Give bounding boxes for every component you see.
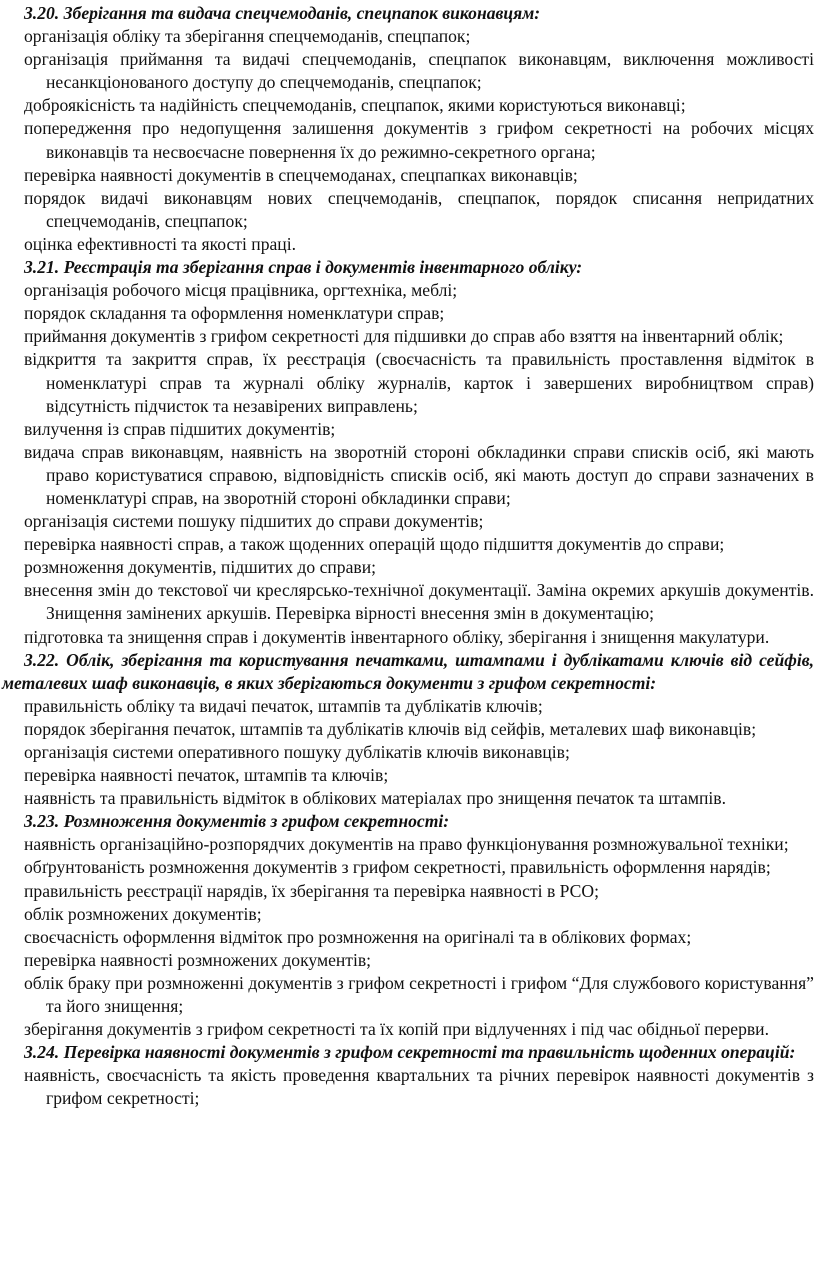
list-item: організація обліку та зберігання спецчемоданів, спецпапок; [24, 26, 471, 47]
list-item: розмноження документів, підшитих до справи; [24, 557, 377, 578]
list-item: відкриття та закриття справ, їх реєстрація (своєчасність та правильність проставлення відміток в номенклатурі справ та журналі обліку журналів, карток і завершених виробництвом справ) відсутність підчисток та незавірених виправлень; [24, 349, 814, 416]
list-item: наявність, своєчасність та якість проведення квартальних та річних перевірок наявності документів з грифом секретності; [24, 1065, 814, 1109]
list-item: організація системи пошуку підшитих до справи документів; [24, 511, 484, 532]
list-item: перевірка наявності справ, а також щоденних операцій щодо підшиття документів до справи; [24, 534, 725, 555]
list-item: організація робочого місця працівника, оргтехніка, меблі; [24, 280, 458, 301]
list-item: своєчасність оформлення відміток про розмноження на оригіналі та в облікових формах; [24, 926, 692, 947]
list-item: приймання документів з грифом секретності для підшивки до справ або взяття на інвентарний облік; [24, 326, 784, 347]
list-item: вилучення із справ підшитих документів; [24, 418, 336, 439]
list-item: внесення змін до текстової чи креслярсько-технічної документації. Заміна окремих аркушів документів. Знищення замінених аркушів. Перевірка вірності внесення змін в документацію; [24, 580, 814, 624]
list-item: перевірка наявності розмножених документів; [24, 949, 372, 970]
section-heading-3-20: 3.20. Зберігання та видача спецчемоданів, спецпапок виконавцям: [24, 3, 541, 23]
section-heading-3-22: 3.22. Облік, зберігання та користування печатками, штампами і дублікатами ключів від сейфів, металевих шаф виконавців, в яких зберігаються документи з грифом секретності: [2, 649, 814, 693]
list-item: доброякісність та надійність спецчемоданів, спецпапок, якими користуються виконавці; [24, 95, 686, 116]
list-item: організація приймання та видачі спецчемоданів, спецпапок виконавцям, виключення можливості несанкціонованого доступу до спецчемоданів, спецпапок; [24, 49, 814, 93]
list-item: перевірка наявності печаток, штампів та ключів; [24, 765, 389, 786]
list-item: видача справ виконавцям, наявність на зворотній стороні обкладинки справи списків осіб, які мають право користуватися справою, відповідність списків осіб, які мають доступ до справи зазначених в номенклатурі справ, на зворотній стороні обкладинки справи; [24, 441, 814, 508]
list-item: попередження про недопущення залишення документів з грифом секретності на робочих місцях виконавців та несвоєчасне повернення їх до режимно-секретного органа; [24, 118, 814, 162]
list-item: обґрунтованість розмноження документів з грифом секретності, правильність оформлення нарядів; [24, 857, 771, 878]
list-item: правильність обліку та видачі печаток, штампів та дублікатів ключів; [24, 695, 543, 716]
list-item: правильність реєстрації нарядів, їх зберігання та перевірка наявності в РСО; [24, 880, 600, 901]
list-item: підготовка та знищення справ і документів інвентарного обліку, зберігання і знищення макулатури. [24, 626, 770, 647]
section-heading-3-24: 3.24. Перевірка наявності документів з грифом секретності та правильність щоденних операцій: [24, 1042, 796, 1063]
section-heading-3-23: 3.23. Розмноження документів з грифом секретності: [24, 811, 450, 832]
list-item: наявність та правильність відміток в облікових матеріалах про знищення печаток та штампів. [24, 788, 727, 809]
list-item: наявність організаційно-розпорядчих документів на право функціонування розмножувальної техніки; [24, 834, 789, 855]
list-item: облік браку при розмноженні документів з грифом секретності і грифом “Для службового користування” та його знищення; [24, 972, 814, 1017]
list-item: порядок зберігання печаток, штампів та дублікатів ключів від сейфів, металевих шаф виконавців; [24, 718, 757, 739]
list-item: перевірка наявності документів в спецчемоданах, спецпапках виконавців; [24, 164, 578, 185]
list-item: організація системи оперативного пошуку дублікатів ключів виконавців; [24, 742, 570, 762]
list-item: зберігання документів з грифом секретності та їх копій при відлученнях і під час обідньої перерви. [24, 1019, 769, 1040]
list-item: порядок видачі виконавцям нових спецчемоданів, спецпапок, порядок списання непридатних спецчемоданів, спецпапок; [24, 187, 814, 231]
list-item: порядок складання та оформлення номенклатури справ; [24, 303, 445, 324]
section-heading-3-21: 3.21. Реєстрація та зберігання справ і документів інвентарного обліку: [24, 257, 583, 278]
list-item: облік розмножених документів; [24, 903, 262, 924]
list-item: оцінка ефективності та якості праці. [24, 233, 296, 254]
